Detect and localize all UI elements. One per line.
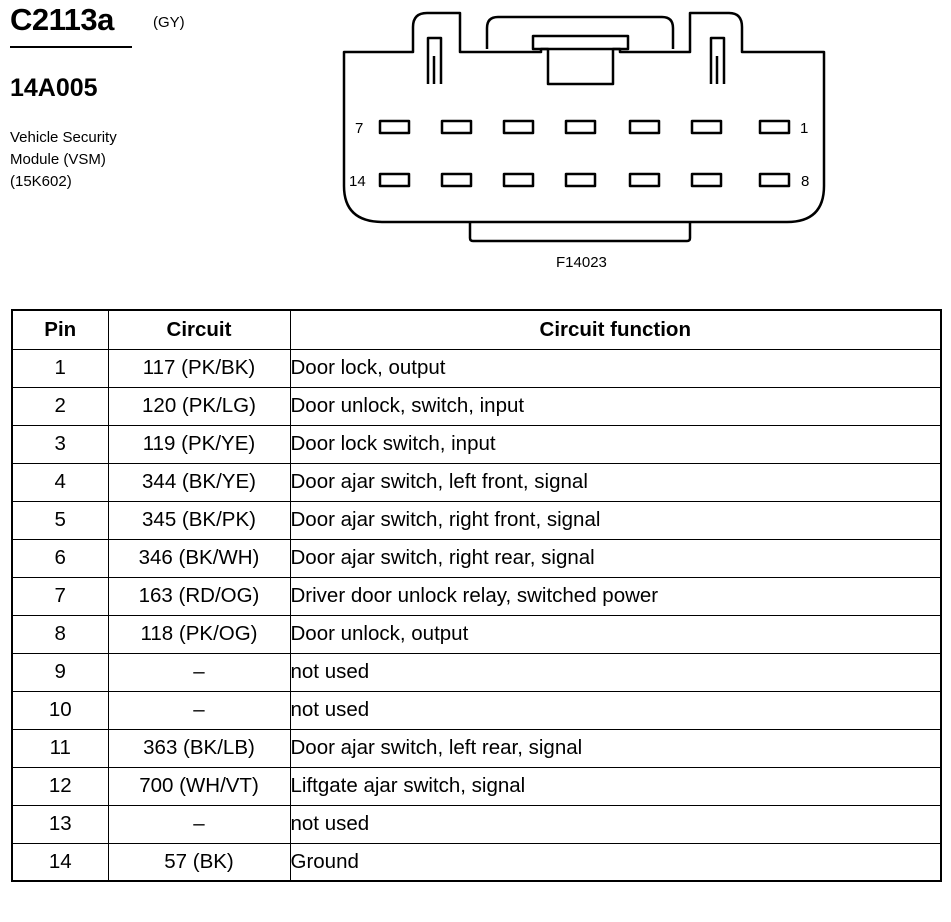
pin-cavity bbox=[760, 121, 789, 133]
table-row bbox=[12, 729, 941, 767]
pin-cavity bbox=[504, 121, 533, 133]
pin-cell: 3 bbox=[12, 425, 108, 463]
connector-body bbox=[344, 13, 824, 222]
figure-label: F14023 bbox=[556, 254, 607, 271]
circuit-cell: 119 (PK/YE) bbox=[108, 425, 290, 463]
column-header-circuit: Circuit bbox=[108, 310, 290, 349]
table-row bbox=[12, 805, 941, 843]
table-row bbox=[12, 691, 941, 729]
function-cell: Door unlock, switch, input bbox=[290, 387, 941, 425]
function-cell: Liftgate ajar switch, signal bbox=[290, 767, 941, 805]
pinout-table-body bbox=[12, 349, 941, 881]
pinout-table bbox=[11, 309, 942, 882]
pin-cavity bbox=[442, 121, 471, 133]
function-cell: Door ajar switch, left rear, signal bbox=[290, 729, 941, 767]
function-cell: Door ajar switch, right rear, signal bbox=[290, 539, 941, 577]
connector-center-lock bbox=[533, 36, 628, 49]
pin-cavity bbox=[566, 121, 595, 133]
pin-label: 14 bbox=[349, 173, 366, 190]
function-cell: Door unlock, output bbox=[290, 615, 941, 653]
connector-bottom-key bbox=[470, 222, 690, 241]
connector-color-code: (GY) bbox=[153, 14, 185, 31]
pin-cavity bbox=[380, 121, 409, 133]
function-cell: Ground bbox=[290, 843, 941, 881]
pin-cavity bbox=[566, 174, 595, 186]
pin-cell: 8 bbox=[12, 615, 108, 653]
function-cell: not used bbox=[290, 805, 941, 843]
pin-cell: 11 bbox=[12, 729, 108, 767]
pin-cell: 14 bbox=[12, 843, 108, 881]
circuit-cell: 118 (PK/OG) bbox=[108, 615, 290, 653]
table-row bbox=[12, 539, 941, 577]
circuit-cell: 700 (WH/VT) bbox=[108, 767, 290, 805]
pin-cavity bbox=[380, 174, 409, 186]
column-header-function: Circuit function bbox=[290, 310, 941, 349]
pin-cavity bbox=[692, 174, 721, 186]
pin-cavity-row-top bbox=[380, 121, 789, 133]
function-cell: Door ajar switch, left front, signal bbox=[290, 463, 941, 501]
circuit-cell: 345 (BK/PK) bbox=[108, 501, 290, 539]
function-cell: Driver door unlock relay, switched power bbox=[290, 577, 941, 615]
table-row bbox=[12, 577, 941, 615]
table-row bbox=[12, 843, 941, 881]
pin-cavity bbox=[630, 174, 659, 186]
circuit-cell: 363 (BK/LB) bbox=[108, 729, 290, 767]
pin-cavity bbox=[692, 121, 721, 133]
function-cell: not used bbox=[290, 653, 941, 691]
pin-cell: 13 bbox=[12, 805, 108, 843]
table-row bbox=[12, 501, 941, 539]
pin-cell: 5 bbox=[12, 501, 108, 539]
table-row bbox=[12, 349, 941, 387]
function-cell: Door lock, output bbox=[290, 349, 941, 387]
module-description-line: Vehicle Security bbox=[10, 129, 117, 146]
table-row bbox=[12, 615, 941, 653]
circuit-cell: 117 (PK/BK) bbox=[108, 349, 290, 387]
pin-label: 1 bbox=[800, 120, 809, 137]
pin-cavity bbox=[630, 121, 659, 133]
connector-top-bar bbox=[487, 17, 673, 49]
pin-cell: 12 bbox=[12, 767, 108, 805]
connector-id: C2113a bbox=[10, 2, 114, 37]
function-cell: not used bbox=[290, 691, 941, 729]
circuit-cell: 344 (BK/YE) bbox=[108, 463, 290, 501]
pin-cell: 1 bbox=[12, 349, 108, 387]
module-description-line: Module (VSM) bbox=[10, 151, 106, 168]
table-row bbox=[12, 653, 941, 691]
function-cell: Door lock switch, input bbox=[290, 425, 941, 463]
circuit-cell: – bbox=[108, 805, 290, 843]
pin-cavity bbox=[442, 174, 471, 186]
table-row bbox=[12, 425, 941, 463]
pin-cavity bbox=[504, 174, 533, 186]
pin-label: 8 bbox=[801, 173, 810, 190]
pin-cell: 4 bbox=[12, 463, 108, 501]
pin-cell: 9 bbox=[12, 653, 108, 691]
pin-cavity-row-bottom bbox=[380, 174, 789, 186]
part-number: 14A005 bbox=[10, 74, 98, 102]
table-row bbox=[12, 463, 941, 501]
circuit-cell: 346 (BK/WH) bbox=[108, 539, 290, 577]
table-header-row bbox=[12, 310, 941, 349]
circuit-cell: 163 (RD/OG) bbox=[108, 577, 290, 615]
pin-cavity bbox=[760, 174, 789, 186]
circuit-cell: 57 (BK) bbox=[108, 843, 290, 881]
table-row bbox=[12, 387, 941, 425]
circuit-cell: – bbox=[108, 653, 290, 691]
pin-cell: 2 bbox=[12, 387, 108, 425]
function-cell: Door ajar switch, right front, signal bbox=[290, 501, 941, 539]
pin-cell: 10 bbox=[12, 691, 108, 729]
circuit-cell: 120 (PK/LG) bbox=[108, 387, 290, 425]
table-row bbox=[12, 767, 941, 805]
pin-cell: 7 bbox=[12, 577, 108, 615]
pin-cell: 6 bbox=[12, 539, 108, 577]
column-header-pin: Pin bbox=[12, 310, 108, 349]
pin-label: 7 bbox=[355, 120, 364, 137]
connector-face-diagram bbox=[0, 0, 951, 300]
circuit-cell: – bbox=[108, 691, 290, 729]
module-description-line: (15K602) bbox=[10, 173, 72, 190]
